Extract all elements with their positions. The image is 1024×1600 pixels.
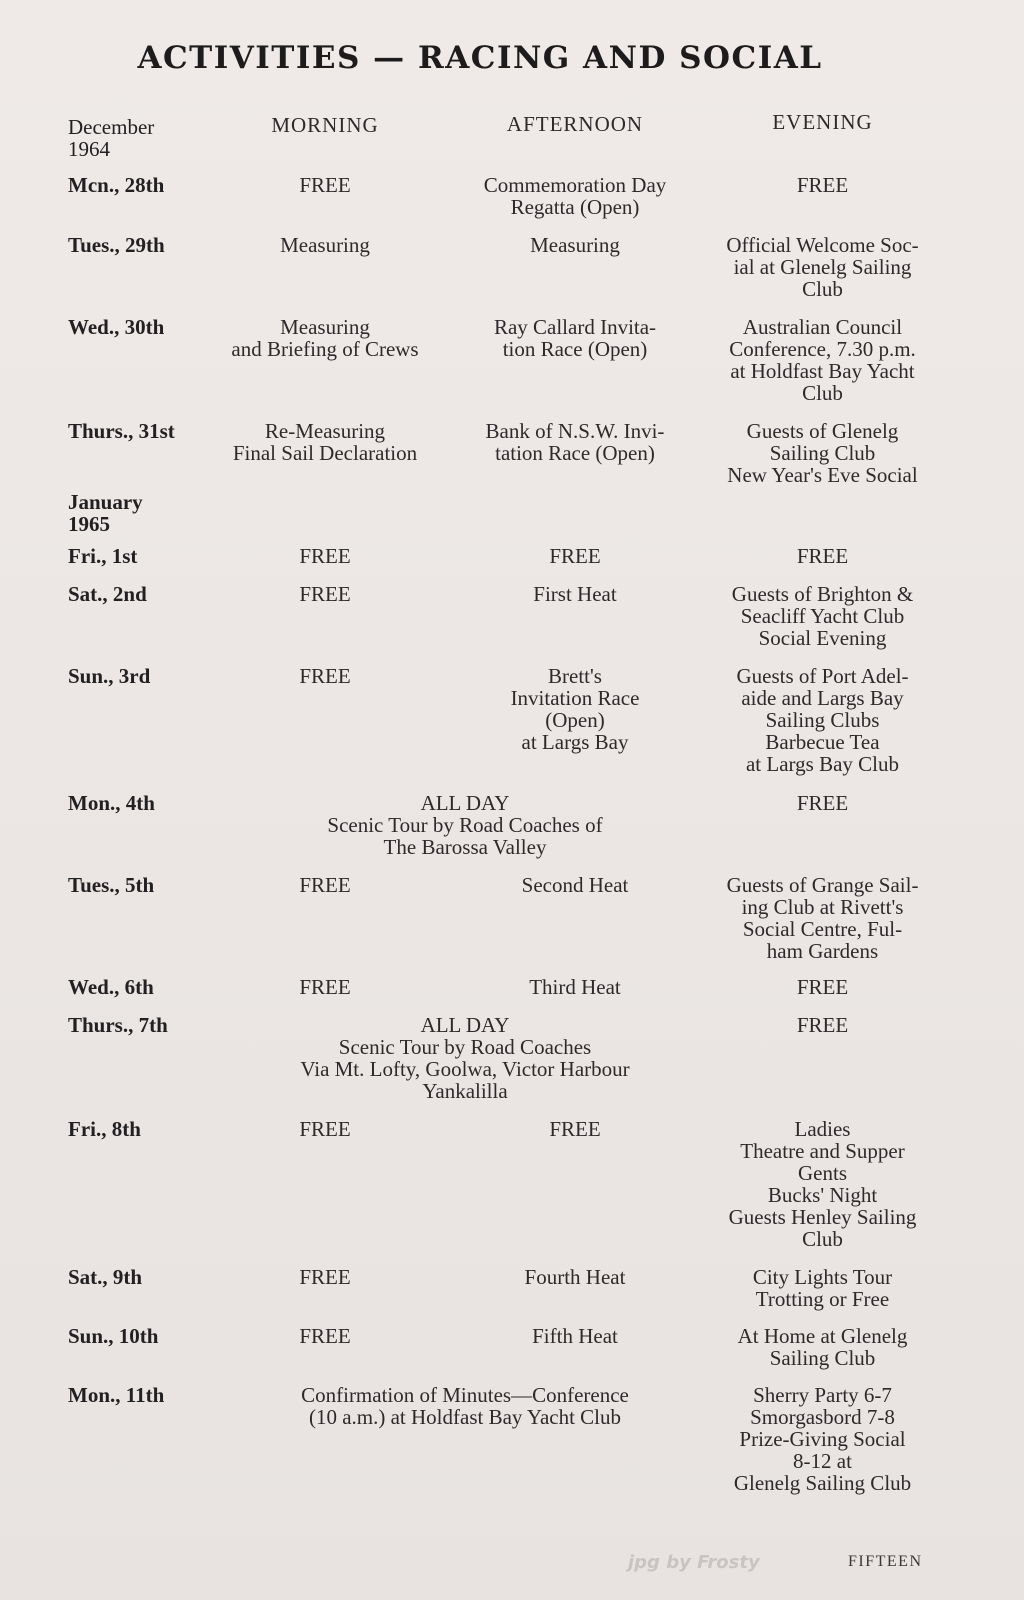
header-afternoon: AFTERNOON (506, 112, 644, 136)
row-date: Wed., 30th (68, 315, 165, 339)
row-afternoon: Ray Callard Invita- tion Race (Open) (493, 315, 657, 361)
page-title: ACTIVITIES — RACING AND SOCIAL (137, 40, 823, 76)
row-allday-activity: ALL DAY Scenic Tour by Road Coaches of The Barossa Valley (327, 791, 603, 859)
row-afternoon: Fifth Heat (532, 1324, 618, 1348)
row-morning: FREE (299, 873, 351, 897)
row-date: Thurs., 31st (68, 419, 175, 443)
row-date: Mon., 4th (68, 791, 155, 815)
row-afternoon: First Heat (533, 582, 617, 606)
row-morning: FREE (299, 1324, 351, 1348)
row-afternoon: Bank of N.S.W. Invi- tation Race (Open) (485, 419, 665, 465)
row-afternoon: FREE (549, 1117, 601, 1141)
row-date: Thurs., 7th (68, 1013, 168, 1037)
row-morning: Re-Measuring Final Sail Declaration (232, 419, 418, 465)
row-morning: FREE (299, 582, 351, 606)
row-evening: Guests of Glenelg Sailing Club New Year's Eve Social (727, 419, 918, 487)
month-heading: January 1965 (68, 490, 143, 536)
row-morning: FREE (299, 1265, 351, 1289)
row-evening: At Home at Glenelg Sailing Club (737, 1324, 908, 1370)
row-evening: FREE (796, 173, 849, 197)
row-evening: Guests of Brighton & Seacliff Yacht Club Social Evening (731, 582, 914, 650)
row-date: Tues., 29th (68, 233, 165, 257)
header-morning: MORNING (271, 113, 379, 137)
row-date: Fri., 8th (68, 1117, 141, 1141)
row-afternoon: Commemoration Day Regatta (Open) (483, 173, 667, 219)
row-evening: Australian Council Conference, 7.30 p.m. at Holdfast Bay Yacht Club (729, 315, 916, 405)
row-evening: Ladies Theatre and Supper Gents Bucks' Night Guests Henley Sailing Club (728, 1117, 917, 1251)
row-date: Sun., 10th (68, 1324, 159, 1348)
row-allday-activity: ALL DAY Scenic Tour by Road Coaches Via Mt. Lofty, Goolwa, Victor Harbour Yankalilla (300, 1013, 630, 1103)
row-afternoon: Brett's Invitation Race (Open) at Largs Bay (510, 664, 640, 754)
row-evening: Official Welcome Soc- ial at Glenelg Sailing Club (726, 233, 919, 301)
row-date: Sat., 9th (68, 1265, 143, 1289)
row-date: Mcn., 28th (68, 173, 165, 197)
watermark: jpg by Frosty (628, 1552, 760, 1573)
row-afternoon: Fourth Heat (524, 1265, 626, 1289)
row-afternoon: FREE (549, 544, 601, 568)
header-date: December 1964 (68, 115, 155, 161)
row-morning: FREE (299, 173, 351, 197)
row-afternoon: Second Heat (521, 873, 629, 897)
row-date: Sun., 3rd (68, 664, 151, 688)
row-date: Wed., 6th (68, 975, 154, 999)
row-evening: City Lights Tour Trotting or Free (752, 1265, 893, 1311)
row-date: Tues., 5th (68, 873, 155, 897)
row-date: Sat., 2nd (68, 582, 147, 606)
row-evening: Sherry Party 6-7 Smorgasbord 7-8 Prize-Giving Social 8-12 at Glenelg Sailing Club (733, 1383, 912, 1495)
row-morning: FREE (299, 544, 351, 568)
row-evening: FREE (796, 791, 849, 815)
row-evening: Guests of Port Adel- aide and Largs Bay Sailing Clubs Barbecue Tea at Largs Bay Club (736, 664, 909, 776)
row-evening: FREE (796, 975, 849, 999)
row-afternoon: Third Heat (529, 975, 621, 999)
row-evening: Guests of Grange Sail- ing Club at Rivett's Social Centre, Ful- ham Gardens (726, 873, 919, 963)
row-morning: FREE (299, 1117, 351, 1141)
row-allday-activity: Confirmation of Minutes—Conference (10 a.m.) at Holdfast Bay Yacht Club (301, 1383, 629, 1429)
row-morning: Measuring (280, 233, 370, 257)
row-evening: FREE (796, 1013, 849, 1037)
row-morning: FREE (299, 975, 351, 999)
header-evening: EVENING (772, 110, 873, 134)
row-date: Mon., 11th (68, 1383, 165, 1407)
row-evening: FREE (796, 544, 849, 568)
row-date: Fri., 1st (68, 544, 138, 568)
row-morning: FREE (299, 664, 351, 688)
row-afternoon: Measuring (530, 233, 620, 257)
page-number: FIFTEEN (848, 1553, 923, 1570)
row-morning: Measuring and Briefing of Crews (231, 315, 419, 361)
